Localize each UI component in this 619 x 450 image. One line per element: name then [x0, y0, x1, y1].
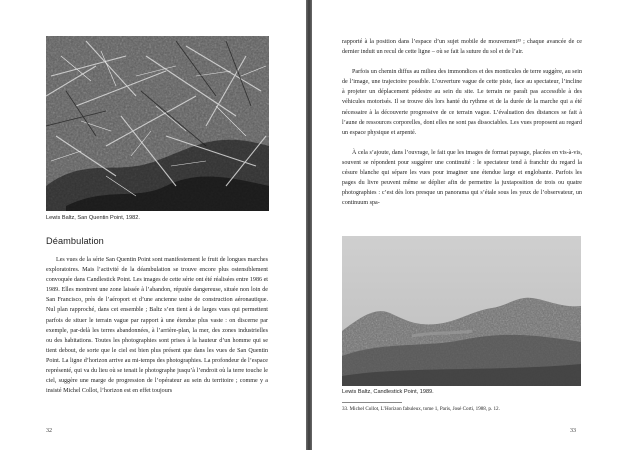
left-body-text — [46, 255, 268, 396]
right-body-text — [342, 37, 582, 208]
paragraph: À cela s’ajoute, dans l’ouvrage, le fait que les images de format paysage, placées en vis-à-vis, souvent se répondent pour suggérer une continuité : le spectateur tend à franchir du regard la césure blanche qui sépare les vues pour imaginer une étendue large et englobante. Parfois les pages du livre peuvent même se déplier afin de permettre la juxtaposition de trois ou quatre photographies : c’est dès lors presque un panorama qui s’étale sous les yeux de l’observateur, un continuum spa- — [342, 149, 582, 207]
paragraph: Parfois un chemin diffus au milieu des immondices et des monticules de terre suggère, au sein de l’image, une trajectoire possible. L’ouverture vague de cette piste, face au spectateur, l’incline à projeter un déplacement pédestre au sein du site. Le terrain ne paraît pas accessible à des véhicules motorisés. Il se trouve dès lors hanté du rythme et de la durée de la marche qui a été nécessaire à la découverte progressive de ce terrain vague. L’évaluation des distances se fait à l’aune de ressources corporelles, dont elles ne sont pas dissociables. Les vues proposent au regard un espace physique et arpenté. — [342, 69, 582, 136]
san-quentin-point-photo — [46, 36, 269, 211]
candlestick-point-photo — [342, 236, 581, 386]
footnote-rule — [342, 402, 402, 403]
left-page — [0, 0, 306, 450]
paragraph: Les vues de la série San Quentin Point sont manifestement le fruit de longues marches exploratoires. Mais l’activité de la déambulation se trouve encore plus ostensiblement convoquée dans Candlestick Point. Les images de cette série ont été réalisées entre 1986 et 1989. Elles montrent une zone laissée à l’abandon, réputée dangereuse, située non loin de San Francisco, près de l’aéroport et d’une ancienne usine de construction aéronautique. Nul plan rapproché, dans cet ensemble ; Baltz s’en tient à de larges vues qui permettent parfois de situer le terrain vague par rapport à une étendue plus vaste : on discerne par exemple, par-delà les terres abandonnées, à l’arrière-plan, la mer, des zones industrielles ou des habitations. Toutes les photographies sont prises à la hauteur d’un homme qui se tient debout, de sorte que le ciel est bien plus présent que dans les vues de San Quentin Point. La ligne d’horizon arrive au mi-temps des photographies. La profondeur de l’espace représenté, qui va du lieu où se tenait le photographe jusqu’à l’endroit où la terre touche le ciel, suggère une marge de progression de l’opérateur au sein du territoire ; comme y a insisté Michel Collot, l’horizon est en effet toujours — [46, 257, 268, 395]
footnote: 33. Michel Collot, L’Horizon fabuleux, tome 1, Paris, José Corti, 1988, p. 12. — [342, 406, 500, 412]
left-photo-caption: Lewis Baltz, San Quentin Point, 1982. — [46, 215, 140, 221]
right-photo-caption: Lewis Baltz, Candlestick Point, 1989. — [342, 389, 434, 395]
paragraph: rapporté à la position dans l’espace d’un sujet mobile de mouvement³³ ; chaque avancée de ce dernier induit un recul de cette ligne – où se fait la suture du sol et de l’air. — [342, 39, 582, 56]
section-title: Déambulation — [46, 236, 104, 246]
page-number-left: 32 — [46, 428, 52, 434]
right-page — [312, 0, 619, 450]
page-number-right: 33 — [570, 428, 576, 434]
